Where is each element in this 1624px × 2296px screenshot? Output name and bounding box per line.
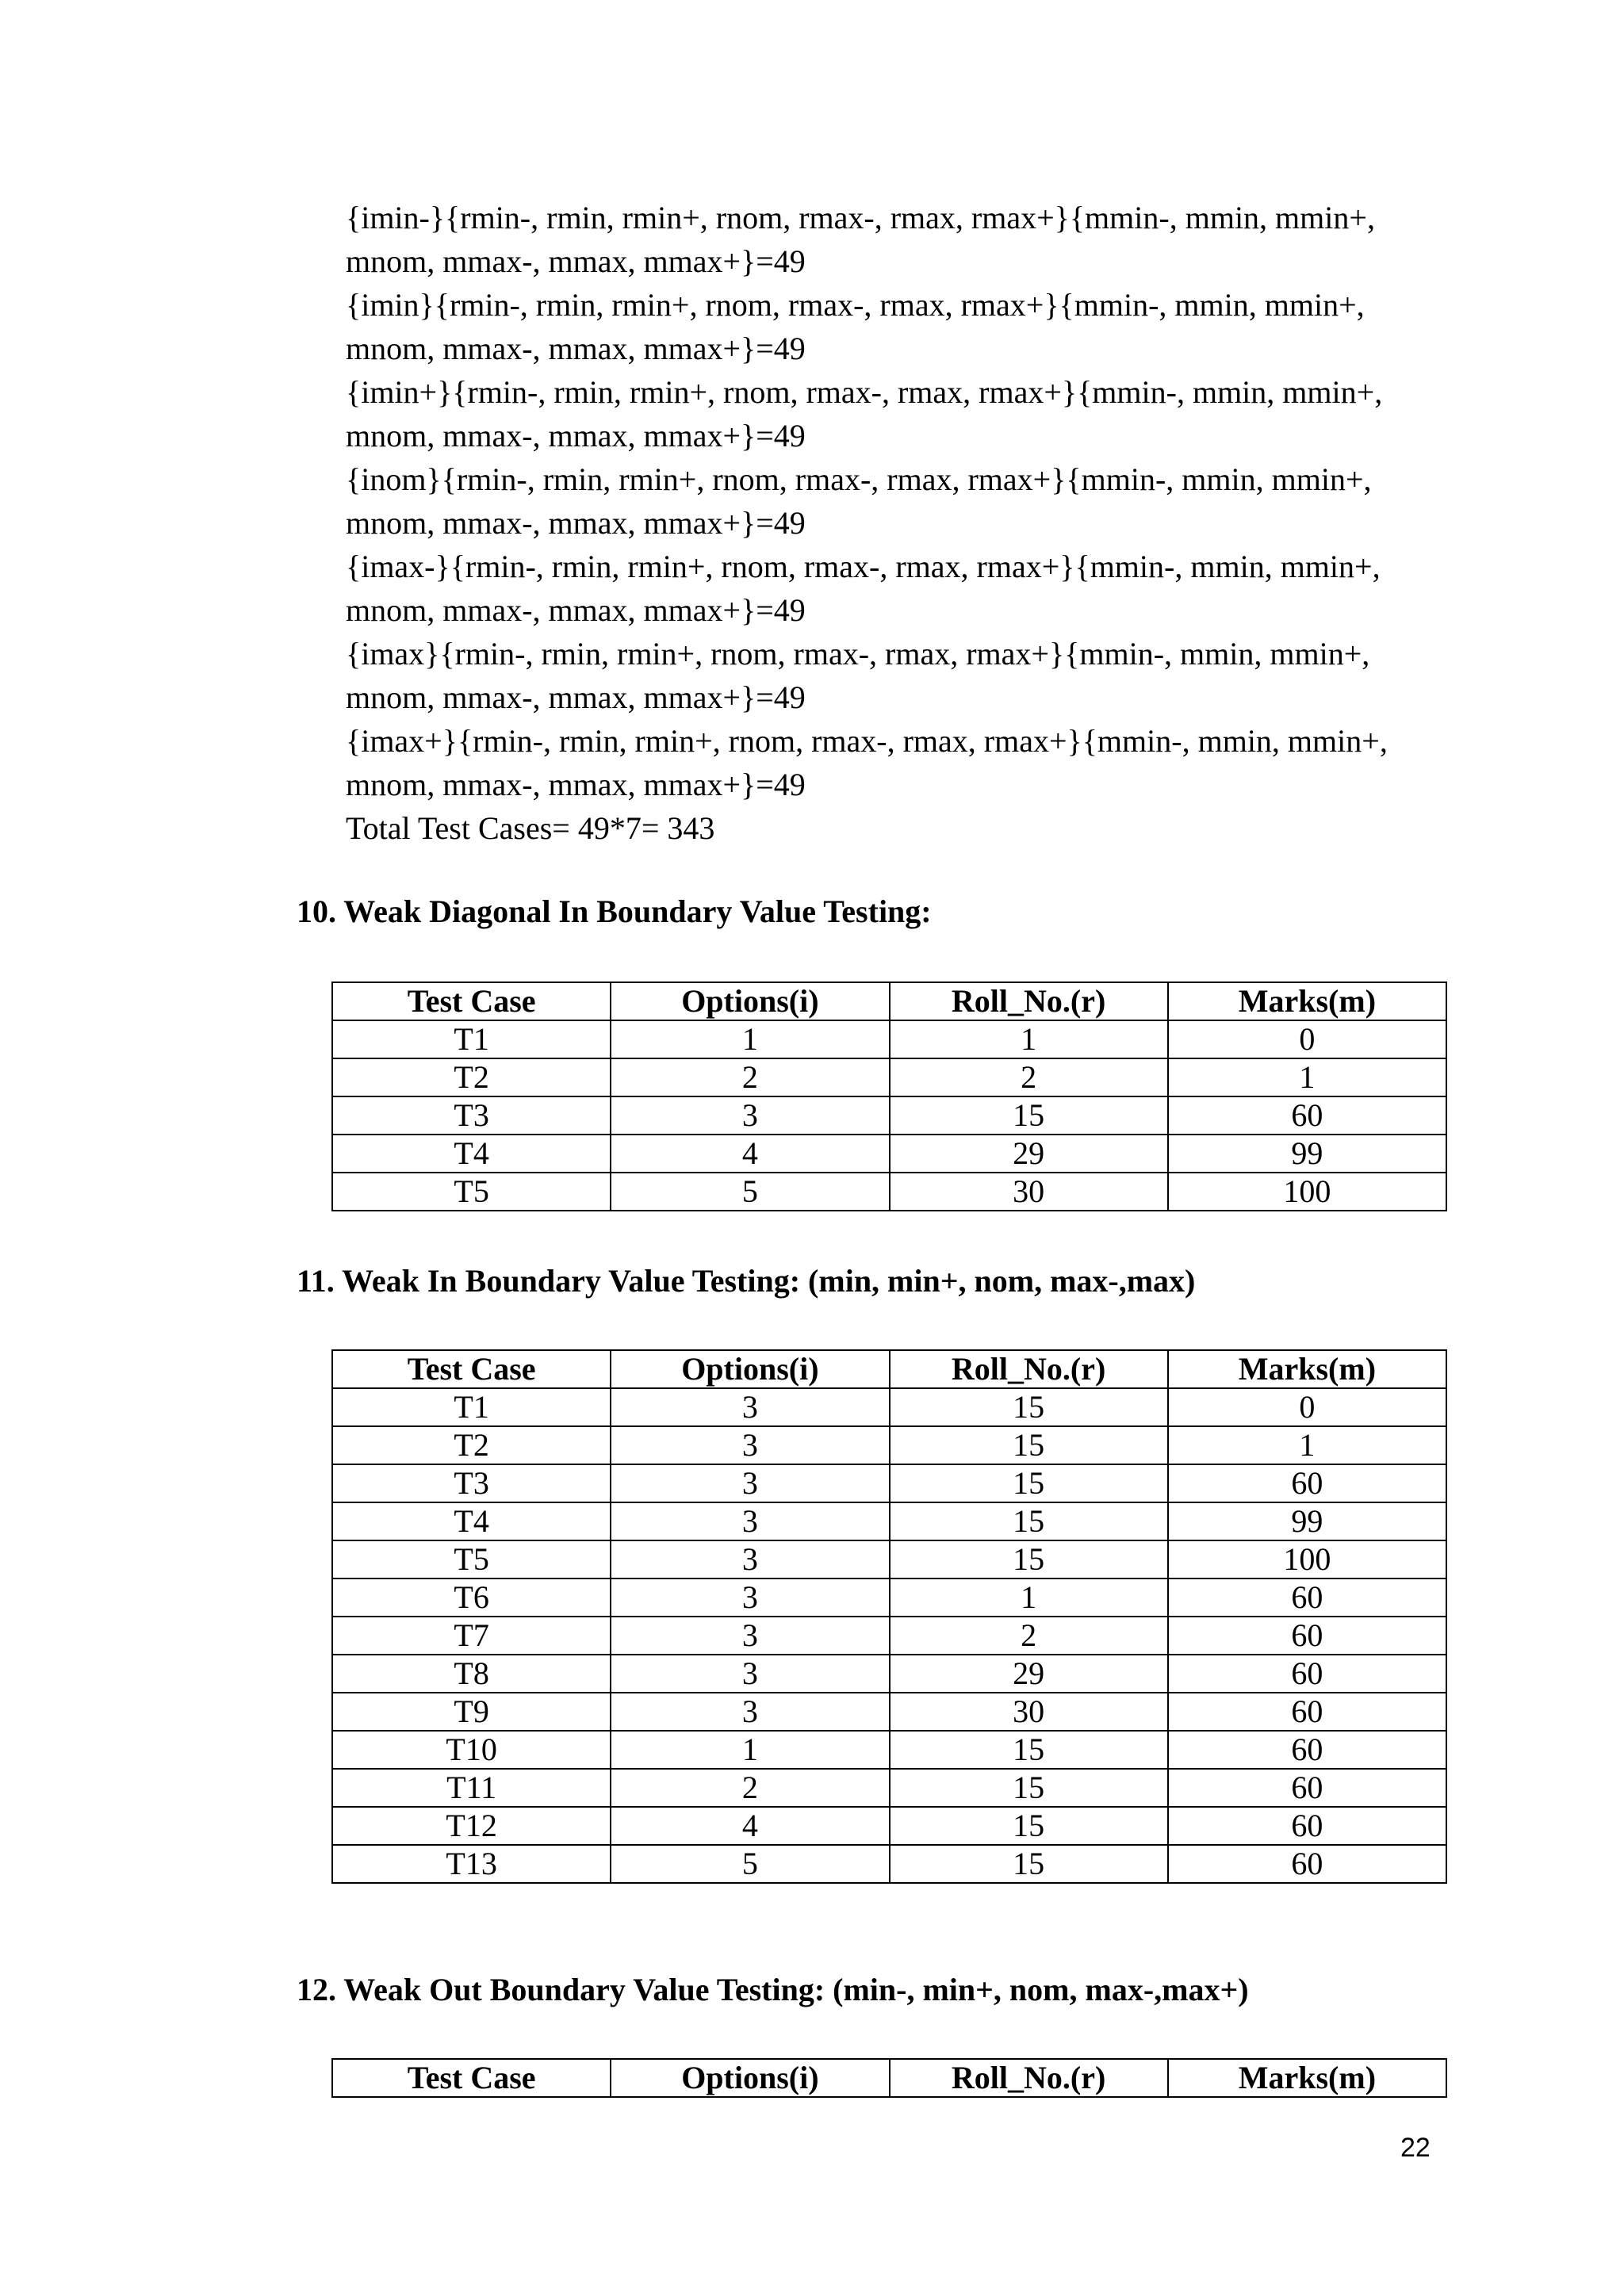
table-cell: 1 — [1168, 1058, 1446, 1096]
table-cell: 99 — [1168, 1135, 1446, 1173]
table-cell: 29 — [890, 1655, 1168, 1693]
table-cell: 60 — [1168, 1655, 1446, 1693]
table-cell: 2 — [890, 1617, 1168, 1655]
table-cell: T6 — [332, 1578, 611, 1617]
column-header: Roll_No.(r) — [890, 2059, 1168, 2097]
table-cell: 5 — [611, 1845, 889, 1883]
table-cell: 60 — [1168, 1807, 1446, 1845]
table-cell: 60 — [1168, 1769, 1446, 1807]
test-case-combinations — [346, 196, 1496, 850]
table-cell: 15 — [890, 1540, 1168, 1578]
column-header: Options(i) — [611, 2059, 889, 2097]
table-cell: 15 — [890, 1502, 1168, 1540]
table-row — [332, 1807, 1446, 1845]
table-cell: 1 — [611, 1020, 889, 1058]
table-cell: 3 — [611, 1655, 889, 1693]
table-cell: 3 — [611, 1388, 889, 1426]
table-row — [332, 1096, 1446, 1135]
combination-line: mnom, mmax-, mmax, mmax+}=49 — [346, 679, 806, 715]
table-row — [332, 1135, 1446, 1173]
table-cell: T1 — [332, 1388, 611, 1426]
table-cell: 60 — [1168, 1617, 1446, 1655]
table-row — [332, 1058, 1446, 1096]
table-cell: 15 — [890, 1807, 1168, 1845]
table-cell: 99 — [1168, 1502, 1446, 1540]
table-cell: T3 — [332, 1096, 611, 1135]
table-cell: 2 — [611, 1769, 889, 1807]
weak-in-table — [331, 1349, 1447, 1884]
table-row — [332, 1731, 1446, 1769]
table-cell: 15 — [890, 1388, 1168, 1426]
table-row — [332, 1540, 1446, 1578]
table-cell: T1 — [332, 1020, 611, 1058]
table-cell: 15 — [890, 1731, 1168, 1769]
table-row — [332, 1655, 1446, 1693]
total-test-cases: Total Test Cases= 49*7= 343 — [346, 810, 715, 846]
table-cell: 15 — [890, 1769, 1168, 1807]
table-cell: 2 — [611, 1058, 889, 1096]
table-cell: T12 — [332, 1807, 611, 1845]
table-cell: 15 — [890, 1096, 1168, 1135]
table-cell: 4 — [611, 1135, 889, 1173]
table-cell: T9 — [332, 1693, 611, 1731]
table-row — [332, 1769, 1446, 1807]
table-cell: 2 — [890, 1058, 1168, 1096]
column-header: Test Case — [332, 1350, 611, 1388]
table-cell: 100 — [1168, 1173, 1446, 1211]
table-cell: 3 — [611, 1502, 889, 1540]
table-cell: 15 — [890, 1845, 1168, 1883]
table-header-row — [332, 2059, 1446, 2097]
table-row — [332, 1578, 1446, 1617]
table-row — [332, 1388, 1446, 1426]
column-header: Marks(m) — [1168, 982, 1446, 1020]
combination-line: mnom, mmax-, mmax, mmax+}=49 — [346, 767, 806, 802]
table-cell: 1 — [890, 1020, 1168, 1058]
table-cell: T7 — [332, 1617, 611, 1655]
table-row — [332, 1502, 1446, 1540]
table-cell: 0 — [1168, 1020, 1446, 1058]
combination-line: {imin-}{rmin-, rmin, rmin+, rnom, rmax-, rmax, rmax+}{mmin-, mmin, mmin+, — [346, 200, 1375, 235]
table-cell: T13 — [332, 1845, 611, 1883]
table-cell: 3 — [611, 1540, 889, 1578]
section-heading: 11. Weak In Boundary Value Testing: (min, min+, nom, max-,max) — [297, 1263, 1196, 1299]
table-cell: 0 — [1168, 1388, 1446, 1426]
table-cell: 60 — [1168, 1464, 1446, 1502]
column-header: Options(i) — [611, 982, 889, 1020]
column-header: Test Case — [332, 2059, 611, 2097]
table-row — [332, 1426, 1446, 1464]
table-cell: 100 — [1168, 1540, 1446, 1578]
table-cell: 15 — [890, 1464, 1168, 1502]
table-row — [332, 1845, 1446, 1883]
table-row — [332, 1173, 1446, 1211]
section-heading: 10. Weak Diagonal In Boundary Value Testing: — [297, 894, 932, 929]
combination-line: {imin+}{rmin-, rmin, rmin+, rnom, rmax-, rmax, rmax+}{mmin-, mmin, mmin+, — [346, 374, 1383, 410]
column-header: Test Case — [332, 982, 611, 1020]
table-cell: 3 — [611, 1617, 889, 1655]
table-cell: 1 — [611, 1731, 889, 1769]
table-cell: T3 — [332, 1464, 611, 1502]
table-cell: 15 — [890, 1426, 1168, 1464]
table-row — [332, 1464, 1446, 1502]
table-header-row — [332, 982, 1446, 1020]
combination-line: {imin}{rmin-, rmin, rmin+, rnom, rmax-, rmax, rmax+}{mmin-, mmin, mmin+, — [346, 287, 1365, 323]
table-cell: 30 — [890, 1693, 1168, 1731]
weak-out-table — [331, 2058, 1447, 2098]
column-header: Roll_No.(r) — [890, 982, 1168, 1020]
table-cell: T4 — [332, 1502, 611, 1540]
table-cell: T4 — [332, 1135, 611, 1173]
combination-line: {imax+}{rmin-, rmin, rmin+, rnom, rmax-, rmax, rmax+}{mmin-, mmin, mmin+, — [346, 723, 1388, 759]
column-header: Options(i) — [611, 1350, 889, 1388]
table-cell: T5 — [332, 1540, 611, 1578]
combination-line: mnom, mmax-, mmax, mmax+}=49 — [346, 243, 806, 279]
table-row — [332, 1617, 1446, 1655]
weak-diagonal-table — [331, 982, 1447, 1211]
table-cell: T5 — [332, 1173, 611, 1211]
table-cell: 3 — [611, 1426, 889, 1464]
combination-line: mnom, mmax-, mmax, mmax+}=49 — [346, 418, 806, 453]
column-header: Marks(m) — [1168, 2059, 1446, 2097]
combination-line: {imax}{rmin-, rmin, rmin+, rnom, rmax-, rmax, rmax+}{mmin-, mmin, mmin+, — [346, 636, 1370, 672]
table-cell: T8 — [332, 1655, 611, 1693]
combination-line: mnom, mmax-, mmax, mmax+}=49 — [346, 592, 806, 628]
table-cell: 1 — [890, 1578, 1168, 1617]
combination-line: mnom, mmax-, mmax, mmax+}=49 — [346, 505, 806, 541]
table-cell: 5 — [611, 1173, 889, 1211]
table-cell: T2 — [332, 1426, 611, 1464]
table-cell: T10 — [332, 1731, 611, 1769]
table-row — [332, 1693, 1446, 1731]
table-header-row — [332, 1350, 1446, 1388]
table-cell: T11 — [332, 1769, 611, 1807]
table-row — [332, 1020, 1446, 1058]
combination-line: {imax-}{rmin-, rmin, rmin+, rnom, rmax-, rmax, rmax+}{mmin-, mmin, mmin+, — [346, 549, 1381, 584]
table-cell: 60 — [1168, 1731, 1446, 1769]
table-cell: 60 — [1168, 1096, 1446, 1135]
table-cell: 1 — [1168, 1426, 1446, 1464]
table-cell: 3 — [611, 1464, 889, 1502]
table-cell: 3 — [611, 1096, 889, 1135]
table-cell: T2 — [332, 1058, 611, 1096]
combination-line: {inom}{rmin-, rmin, rmin+, rnom, rmax-, rmax, rmax+}{mmin-, mmin, mmin+, — [346, 461, 1372, 497]
table-cell: 60 — [1168, 1693, 1446, 1731]
combination-line: mnom, mmax-, mmax, mmax+}=49 — [346, 331, 806, 366]
table-cell: 30 — [890, 1173, 1168, 1211]
column-header: Roll_No.(r) — [890, 1350, 1168, 1388]
table-cell: 29 — [890, 1135, 1168, 1173]
table-cell: 60 — [1168, 1845, 1446, 1883]
table-cell: 3 — [611, 1578, 889, 1617]
table-cell: 4 — [611, 1807, 889, 1845]
page-number: 22 — [1400, 2133, 1431, 2163]
column-header: Marks(m) — [1168, 1350, 1446, 1388]
table-cell: 60 — [1168, 1578, 1446, 1617]
table-cell: 3 — [611, 1693, 889, 1731]
section-heading: 12. Weak Out Boundary Value Testing: (min-, min+, nom, max-,max+) — [297, 1972, 1249, 2007]
